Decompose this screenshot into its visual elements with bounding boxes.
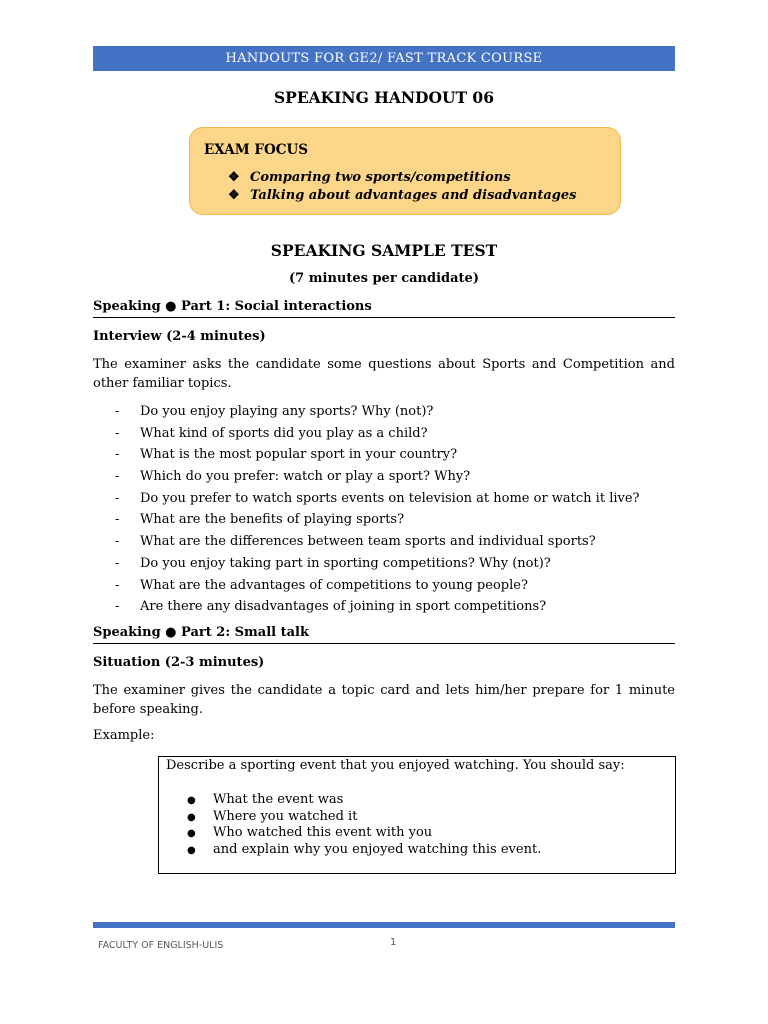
page-number: 1 [390, 937, 397, 948]
question-text: What are the differences between team sports and individual sports? [140, 534, 596, 550]
topic-card-item: What the event was [213, 792, 344, 807]
bullet-icon: ● [187, 844, 196, 856]
dash-bullet: - [115, 599, 120, 615]
dash-bullet: - [115, 555, 120, 571]
question-text: Do you prefer to watch sports events on television at home or watch it live? [140, 490, 640, 506]
topic-card-item: Who watched this event with you [213, 825, 433, 840]
list-item [187, 825, 541, 842]
list-item [93, 468, 653, 490]
dash-bullet: - [115, 447, 120, 463]
dash-bullet: - [115, 534, 120, 550]
page-title: SPEAKING HANDOUT 06 [273, 88, 494, 107]
exam-focus-heading: EXAM FOCUS [204, 142, 309, 158]
bullet-icon: ● [187, 795, 196, 806]
list-item [93, 490, 653, 512]
question-list [93, 403, 653, 620]
interview-label: Interview (2-4 minutes) [93, 329, 266, 344]
diamond-bullet-icon: ❖ [228, 170, 240, 185]
dash-bullet: - [115, 490, 120, 506]
question-text: Do you enjoy playing any sports? Why (not)? [140, 404, 434, 419]
footer-faculty: FACULTY OF ENGLISH-ULIS [98, 940, 224, 951]
list-item [93, 511, 653, 533]
list-item [93, 446, 653, 468]
header-bar [93, 46, 675, 71]
question-text: What are the advantages of competitions to young people? [140, 577, 528, 593]
dash-bullet: - [115, 404, 120, 419]
question-text: What is the most popular sport in your country? [140, 447, 458, 463]
question-text: What are the benefits of playing sports? [140, 512, 405, 528]
bullet-icon: ● [187, 828, 196, 839]
list-item [93, 598, 653, 620]
diamond-bullet-icon: ❖ [228, 188, 240, 203]
list-item [187, 842, 541, 859]
test-subtitle: (7 minutes per candidate) [289, 271, 479, 286]
test-title: SPEAKING SAMPLE TEST [270, 241, 498, 260]
list-item [93, 555, 653, 577]
topic-card-item: Where you watched it [213, 808, 358, 824]
situation-label: Situation (2-3 minutes) [93, 655, 265, 670]
list-item [93, 403, 653, 425]
topic-card-list [187, 792, 541, 858]
bullet-icon: ● [187, 811, 196, 823]
list-item [187, 809, 541, 826]
topic-card-item: and explain why you enjoyed watching this event. [213, 841, 542, 857]
example-label: Example: [93, 728, 155, 743]
list-item [93, 577, 653, 599]
dash-bullet: - [115, 425, 120, 441]
exam-focus-box [189, 127, 621, 215]
part2-intro: The examiner gives the candidate a topic card and lets him/her prepare for 1 minute before speaking. [93, 683, 675, 717]
question-text: Do you enjoy taking part in sporting competitions? Why (not)? [140, 555, 551, 571]
part1-heading: Speaking ● Part 1: Social interactions [93, 299, 675, 318]
question-text: What kind of sports did you play as a child? [140, 425, 428, 441]
exam-focus-text: Comparing two sports/competitions [250, 170, 511, 185]
exam-focus-item [228, 188, 576, 203]
list-item [187, 792, 541, 809]
header-text: HANDOUTS FOR GE2/ FAST TRACK COURSE [225, 51, 543, 66]
question-text: Which do you prefer: watch or play a sport? Why? [140, 469, 471, 485]
topic-card [158, 756, 676, 874]
question-text: Are there any disadvantages of joining in sport competitions? [140, 599, 547, 615]
exam-focus-text: Talking about advantages and disadvantages [250, 188, 577, 203]
topic-card-intro: Describe a sporting event that you enjoyed watching. You should say: [166, 758, 625, 773]
part2-heading: Speaking ● Part 2: Small talk [93, 625, 675, 644]
list-item [93, 425, 653, 447]
exam-focus-item [228, 170, 511, 185]
part1-intro: The examiner asks the candidate some questions about Sports and Competition and other familiar topics. [93, 357, 675, 391]
dash-bullet: - [115, 577, 120, 593]
dash-bullet: - [115, 469, 120, 485]
footer-bar [93, 922, 675, 928]
dash-bullet: - [115, 512, 120, 528]
list-item [93, 533, 653, 555]
